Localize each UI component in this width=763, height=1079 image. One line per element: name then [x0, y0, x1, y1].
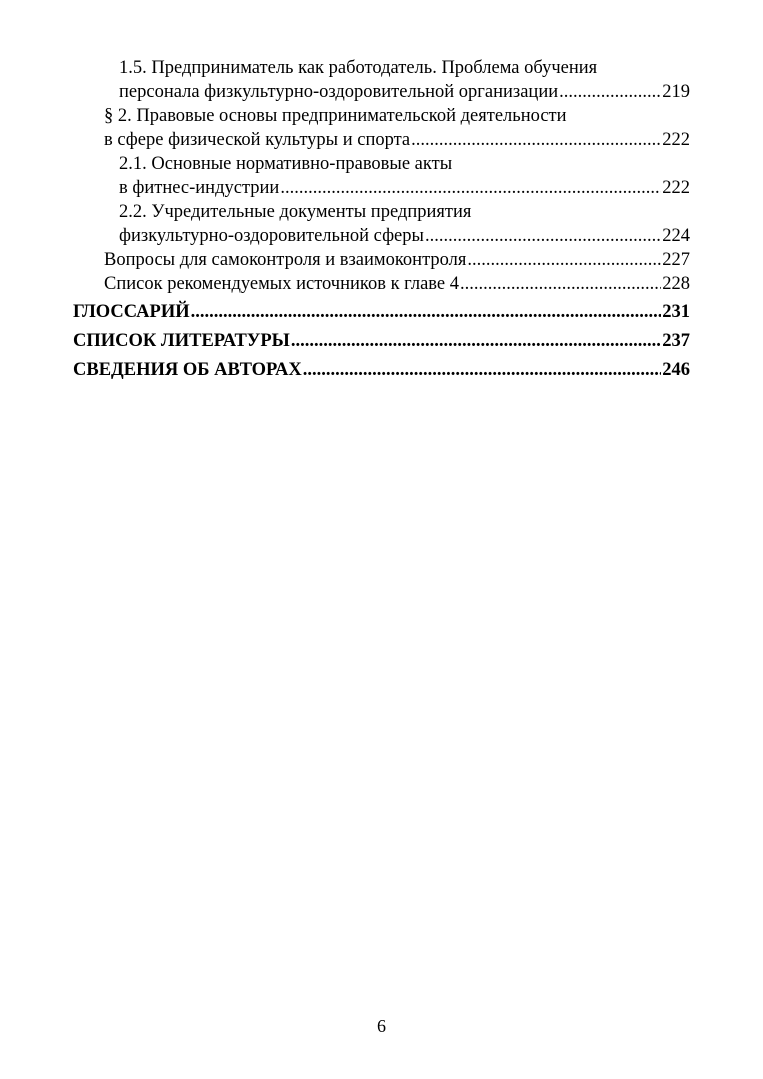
- dot-leader: [559, 80, 661, 104]
- dot-leader: [460, 272, 661, 296]
- dot-leader: [303, 356, 662, 385]
- toc-page-number: 237: [662, 331, 690, 351]
- toc-entry-references[interactable]: [73, 327, 690, 356]
- toc-entry-title-line: персонала физкультурно-оздоровительной организации: [119, 82, 559, 102]
- toc-entry[interactable]: [73, 104, 690, 152]
- toc-entry-title-line: § 2. Правовые основы предпринимательской деятельности: [104, 106, 567, 126]
- toc-entry[interactable]: [73, 272, 690, 296]
- toc-page-number: 222: [662, 178, 690, 198]
- toc-entry-title-line: в фитнес-индустрии: [119, 178, 280, 198]
- toc-entry-title-line: Список рекомендуемых источников к главе 4: [104, 274, 459, 294]
- toc-entry[interactable]: [73, 152, 690, 200]
- dot-leader: [425, 224, 661, 248]
- toc-entry[interactable]: [73, 248, 690, 272]
- toc-entry-title-line: 1.5. Предприниматель как работодатель. Проблема обучения: [119, 58, 598, 78]
- page-number: 6: [377, 1016, 386, 1036]
- toc-entry[interactable]: [73, 200, 690, 248]
- toc-page-number: 246: [662, 360, 690, 380]
- toc-entry-title-line: СВЕДЕНИЯ ОБ АВТОРАХ: [73, 360, 302, 380]
- toc-page-number: 227: [662, 250, 690, 270]
- toc-entry-title-line: 2.1. Основные нормативно-правовые акты: [119, 154, 453, 174]
- toc-page-number: 224: [662, 226, 690, 246]
- toc-entry-title-line: физкультурно-оздоровительной сферы: [119, 226, 424, 246]
- toc-entry-glossary[interactable]: [73, 298, 690, 327]
- toc-entry-title-line: в сфере физической культуры и спорта: [104, 130, 411, 150]
- toc-page-number: 231: [662, 302, 690, 322]
- toc-entry-title-line: ГЛОССАРИЙ: [73, 302, 190, 322]
- dot-leader: [191, 298, 662, 327]
- table-of-contents: [73, 56, 690, 385]
- toc-entry-title-line: 2.2. Учредительные документы предприятия: [119, 202, 472, 222]
- dot-leader: [411, 128, 661, 152]
- dot-leader: [291, 327, 661, 356]
- toc-entry[interactable]: [73, 56, 690, 104]
- toc-entry-title-line: СПИСОК ЛИТЕРАТУРЫ: [73, 331, 290, 351]
- toc-page-number: 228: [662, 274, 690, 294]
- toc-entry-title-line: Вопросы для самоконтроля и взаимоконтроля: [104, 250, 467, 270]
- dot-leader: [280, 176, 661, 200]
- toc-entry-authors[interactable]: [73, 356, 690, 385]
- toc-page-number: 222: [662, 130, 690, 150]
- dot-leader: [467, 248, 661, 272]
- toc-page-number: 219: [662, 82, 690, 102]
